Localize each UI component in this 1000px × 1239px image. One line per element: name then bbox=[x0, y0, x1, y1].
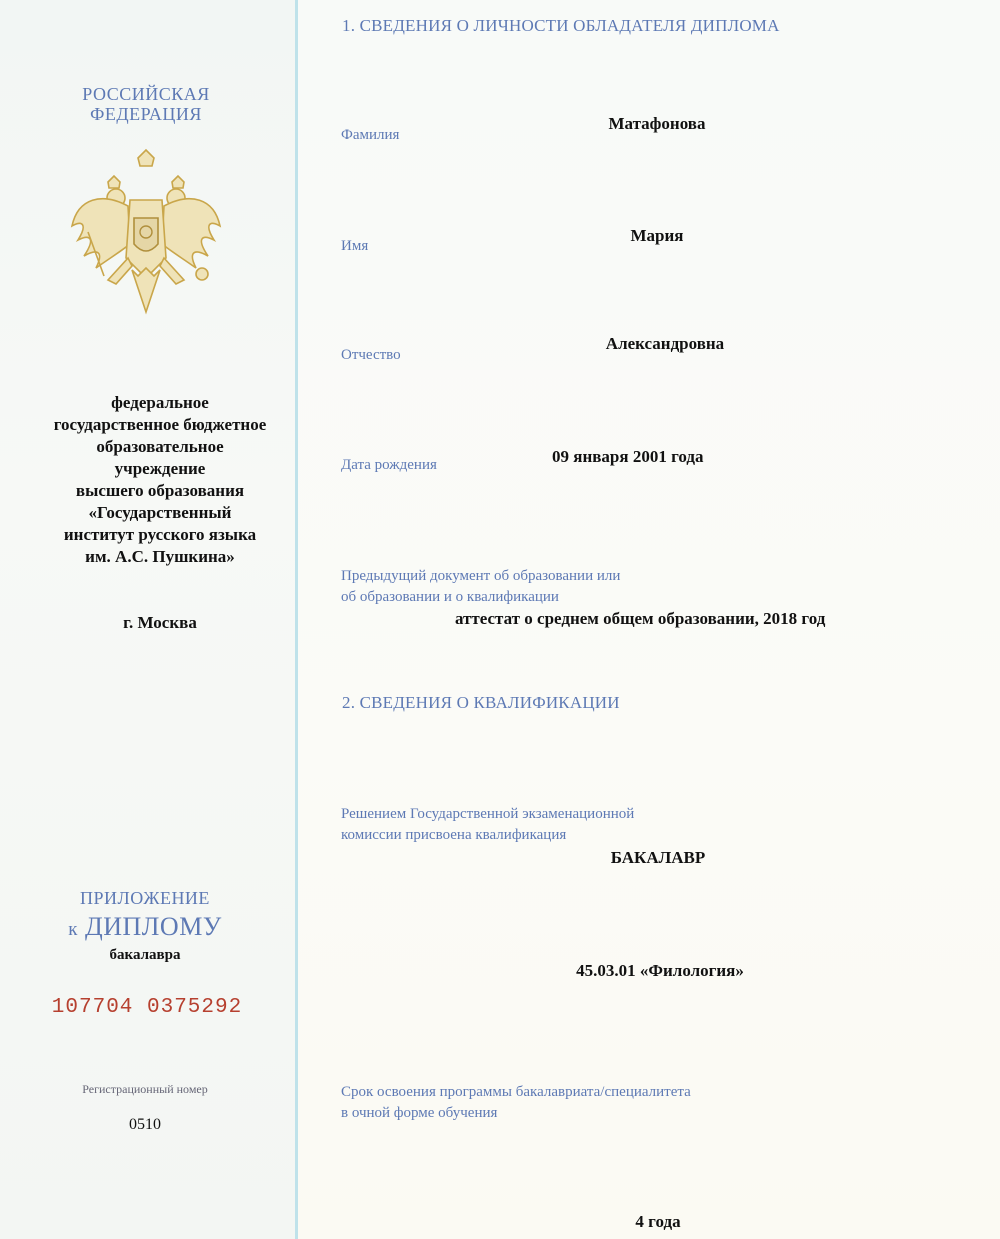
degree-kind: бакалавра bbox=[109, 947, 181, 963]
surname-value: Матафонова bbox=[608, 114, 706, 133]
patronymic-value: Александровна bbox=[605, 334, 725, 353]
name-value: Мария bbox=[630, 226, 684, 245]
patronymic-label: Отчество bbox=[341, 347, 401, 363]
annex-subtitle: к ДИПЛОМУ bbox=[68, 912, 222, 941]
registration-number: 0510 bbox=[129, 1116, 161, 1133]
surname-label: Фамилия bbox=[341, 127, 400, 143]
program-value: 45.03.01 «Филология» bbox=[576, 961, 744, 980]
previous-document-label: Предыдущий документ об образовании или об образовании и о квалификации bbox=[341, 568, 621, 605]
previous-document-value: аттестат о среднем общем образовании, 2018 год bbox=[455, 609, 826, 628]
birthdate-value: 09 января 2001 года bbox=[552, 447, 704, 466]
study-duration-value: 4 года bbox=[635, 1212, 681, 1231]
organization-name: федеральное государственное бюджетное образовательное учреждение высшего образования «Государственный институт русского языка им. А.С. Пушкина» bbox=[53, 393, 267, 566]
name-label: Имя bbox=[341, 238, 369, 254]
serial-number: 107704 0375292 bbox=[51, 996, 243, 1019]
section1-title: 1. СВЕДЕНИЯ О ЛИЧНОСТИ ОБЛАДАТЕЛЯ ДИПЛОМА bbox=[342, 16, 780, 35]
double-headed-eagle-icon bbox=[68, 148, 224, 316]
qualification-decision-label: Решением Государственной экзаменационной комиссии присвоена квалификация bbox=[341, 806, 635, 843]
country-name: РОССИЙСКАЯ ФЕДЕРАЦИЯ bbox=[82, 84, 210, 124]
city: г. Москва bbox=[123, 613, 197, 632]
qualification-value: БАКАЛАВР bbox=[610, 848, 706, 867]
study-duration-label: Срок освоения программы бакалавриата/специалитета в очной форме обучения bbox=[341, 1084, 691, 1121]
registration-label: Регистрационный номер bbox=[82, 1082, 208, 1096]
annex-title: ПРИЛОЖЕНИЕ bbox=[80, 888, 210, 908]
section2-title: 2. СВЕДЕНИЯ О КВАЛИФИКАЦИИ bbox=[342, 693, 620, 712]
birthdate-label: Дата рождения bbox=[341, 457, 437, 473]
